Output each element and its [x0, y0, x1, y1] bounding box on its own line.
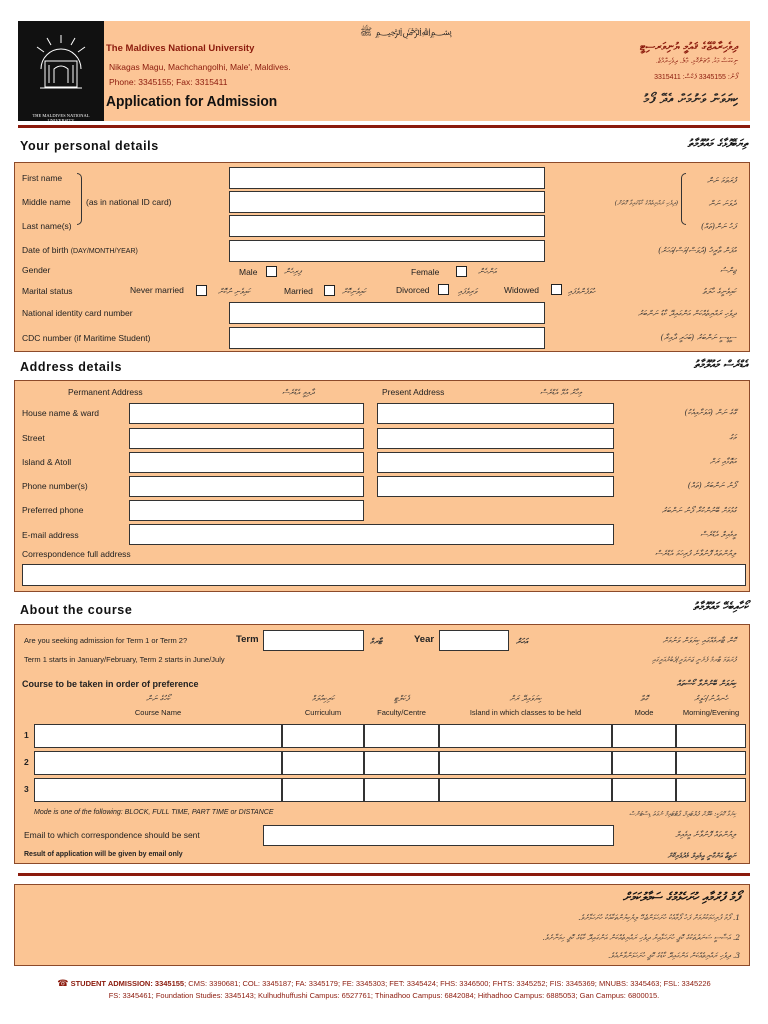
notes-item-3: 3. ދިވެހި ރައްޔިތެއްކަން އަންގައިދޭ ކާޑުގެ ކޮޕީ ހުށަހަޅަންވާނެއެވެ.	[608, 951, 740, 960]
last-name-label: Last name(s)	[22, 221, 72, 231]
course-row-3	[34, 778, 746, 802]
course-row-1	[34, 724, 746, 748]
permanent-phone-input[interactable]	[129, 476, 364, 497]
island-label: Island & Atoll	[22, 457, 72, 467]
male-checkbox[interactable]	[266, 266, 277, 277]
email-label: E-mail address	[22, 530, 79, 540]
first-name-input[interactable]	[229, 167, 545, 189]
col-curriculum: Curriculum	[304, 708, 342, 717]
present-address-label: Present Address	[382, 387, 445, 397]
name-brace-dv	[681, 173, 686, 225]
faculty-input[interactable]	[364, 778, 439, 802]
island-input[interactable]	[439, 724, 612, 748]
preference-heading-dv: ކިޔަވަން ބޭނުންވާ ކޯސްތައް	[676, 678, 736, 688]
first-name-label: First name	[22, 173, 63, 183]
term-label-dv: ޓާރމް	[370, 636, 382, 646]
preferred-phone-input[interactable]	[129, 500, 364, 521]
row-number-1: 1	[24, 730, 29, 740]
university-name-dv: ދިވެހިރާއްޖޭގެ ޤައުމީ ޔުނިވަރސިޓީ	[639, 40, 738, 53]
university-logo	[18, 21, 104, 121]
notes-item-2: 2. އަސާސީ ސަނަދުތަކުގެ ކޮޕީ ހުށަހަޅާއިރު ދިވެހި ރައްޔިތެއްކަން އަންގައިދޭ ކާޑުގެ ކޮޕީ ހިމަނާށެވެ.	[542, 933, 740, 942]
nid-label-dv: ދިވެހި ރައްޔިތެއްކަން އަންގައިދޭ ކާޑު ނަންބަރު	[638, 309, 736, 318]
address-heading-dv: އެޑްރެސް މައުލޫމާތު	[693, 358, 748, 371]
never-married-dv: ކައިވެނި ނުކޮށް	[218, 287, 251, 296]
term-note-dv: ފުރަތަމަ ޓާރމް ފެށެނީ ޖަނަވަރީ/ފެބުރުއަރީގައި	[652, 656, 736, 664]
widowed-dv: ހުވަފެންވެފައި	[568, 287, 595, 296]
married-checkbox[interactable]	[324, 285, 335, 296]
first-name-label-dv: ފުރަތަމަ ނަން	[706, 176, 736, 185]
present-house-input[interactable]	[377, 403, 614, 424]
form-title: Application for Admission	[106, 93, 278, 110]
col-mode: Mode	[634, 708, 654, 717]
logo-caption: THE MALDIVES NATIONAL UNIVERSITY	[32, 113, 90, 123]
morning-evening-input[interactable]	[676, 778, 746, 802]
street-label: Street	[22, 433, 45, 443]
mode-input[interactable]	[612, 751, 676, 775]
email-corr-input[interactable]	[263, 825, 614, 846]
morning-evening-input[interactable]	[676, 751, 746, 775]
university-phone-dv: ފޯނު: 3345155 ފެކްސް: 3315411	[654, 74, 738, 81]
email-corr-label: Email to which correspondence should be sent	[24, 830, 200, 840]
correspondence-label-dv: ލިޔުންތައް ފޮނުވާނެ ފުރިހަމަ އެޑްރެސް	[655, 549, 736, 558]
married-label: Married	[284, 286, 313, 296]
term-question: Are you seeking admission for Term 1 or Term 2?	[24, 636, 188, 645]
university-name: The Maldives National University	[106, 43, 255, 54]
cdc-label: CDC number (if Maritime Student)	[22, 333, 151, 343]
email-label-dv: އީމެއިލް އެޑްރެސް	[700, 530, 736, 539]
col-morning-dv: ހެނދުނު/ހަވީރު	[694, 694, 728, 703]
col-island-dv: ކިޔަވައިދޭ ރަށް	[509, 694, 542, 703]
widowed-label: Widowed	[504, 285, 539, 295]
row-number-2: 2	[24, 757, 29, 767]
footer-line-2: FS: 3345461; Foundation Studies: 3345143; Kulhudhuffushi Campus: 6527761; Thinadhoo Campus: 6842084; Hithadhoo Campus: 6885053; Gan Campus: 6800015.	[108, 991, 660, 1000]
street-label-dv: މަގު	[729, 433, 736, 442]
col-course-dv: ކޯހުގެ ނަން	[145, 694, 171, 703]
university-phone: Phone: 3345155; Fax: 3315411	[109, 77, 228, 87]
email-input[interactable]	[129, 524, 614, 545]
correspondence-label: Correspondence full address	[22, 549, 131, 559]
dob-format: (DAY/MONTH/YEAR)	[70, 248, 138, 255]
year-label: Year	[414, 634, 435, 645]
col-mode-dv: ގޮތް	[640, 694, 648, 703]
personal-heading-dv: ތިޔަބޭފުޅާގެ މައުލޫމާތު	[687, 137, 748, 150]
last-name-input[interactable]	[229, 215, 545, 237]
personal-heading: Your personal details	[20, 139, 159, 153]
divorced-checkbox[interactable]	[438, 284, 449, 295]
cdc-input[interactable]	[229, 327, 545, 349]
course-table-header	[34, 694, 746, 720]
mode-input[interactable]	[612, 778, 676, 802]
marital-label-dv: ކައިވެނީގެ ހާލަތު	[702, 287, 736, 296]
term-input[interactable]	[263, 630, 364, 651]
curriculum-input[interactable]	[282, 751, 364, 775]
mode-note-dv: ކިޔަވާ ގޮތަކީ: ބްލޮކް، ފުލްޓައިމް، ޕާޓްޓައިމް ނުވަތަ ޑިސްޓަންސް	[629, 810, 736, 818]
divorced-dv: ވަރިވެފައި	[458, 287, 477, 296]
house-label: House name & ward	[22, 408, 100, 418]
dob-input[interactable]	[229, 240, 545, 262]
permanent-address-label: Permanent Address	[68, 387, 143, 397]
notes-item-1: 1. ފޯމު ފުރިހަމަކުރުމަށް ފަހު ފޯމާއެކު ހުށަހަޅަންޖެހޭ ލިޔެކިޔުންތަކާއެކު ހުށަހަޅާށެވެ.	[578, 913, 740, 922]
col-curriculum-dv: ކަރިކިއުލަމް	[311, 694, 335, 703]
term-label: Term	[236, 634, 259, 645]
address-heading: Address details	[20, 360, 123, 374]
course-name-input[interactable]	[34, 751, 282, 775]
phone-label: Phone number(s)	[22, 481, 88, 491]
female-label-dv: އަންހެން	[478, 267, 497, 276]
present-street-input[interactable]	[377, 428, 614, 449]
year-input[interactable]	[439, 630, 509, 651]
form-title-dv: ކިޔަވަން ވަނުމަށް އެދޭ ފޯމު	[643, 92, 738, 107]
footer-contacts: ; CMS: 3390681; COL: 3345187; FA: 3345179; FE: 3345303; FET: 3345424; FHS: 3346500; FHTS: 3345252; FIS: 3345369; MNUBS: 3345463; FSL: 3345226	[184, 979, 711, 988]
row-number-3: 3	[24, 784, 29, 794]
middle-name-input[interactable]	[229, 191, 545, 213]
col-island: Island in which classes to be held	[469, 708, 582, 717]
email-corr-label-dv: ލިޔުންތައް ފޮނުވާނެ އީމެއިލް	[675, 830, 736, 839]
university-address-dv: ނިކަގަސް މަގު، މާޗަންގޮޅި، މާލެ، ދިވެހިރާއްޖެ.	[655, 58, 738, 65]
male-label: Male	[239, 267, 258, 277]
university-address: Nikagas Magu, Machchangolhi, Male', Maldives.	[109, 62, 291, 72]
term-question-dv: ކޮން ޓާރމެއްގައި ކިޔަވަން ވަނުމަށް	[662, 636, 736, 645]
marital-label: Marital status	[22, 286, 73, 296]
curriculum-input[interactable]	[282, 778, 364, 802]
result-note: Result of application will be given by email only	[24, 851, 183, 858]
dob-label-text: Date of birth	[22, 245, 69, 255]
student-admission: STUDENT ADMISSION: 3345155	[70, 979, 185, 988]
bismillah: ﷺ ﷽	[360, 27, 453, 38]
never-married-label: Never married	[130, 285, 184, 295]
last-name-label-dv: ފަހު ނަން(ތައް)	[701, 222, 736, 231]
course-rule	[18, 873, 750, 876]
widowed-checkbox[interactable]	[551, 284, 562, 295]
header-rule	[18, 125, 750, 128]
as-in-id-note-dv: (ދިވެހި ރައްޔިތެއްގެ ކާޑުގައިވާ ގޮތަށް)	[614, 199, 678, 207]
gender-label-dv: ޖިންސު	[720, 266, 736, 275]
middle-name-label-dv: ދެވަނަ ނަން	[708, 199, 736, 208]
col-faculty-dv: ފެކަލްޓީ	[393, 694, 410, 703]
morning-evening-input[interactable]	[676, 724, 746, 748]
divorced-label: Divorced	[396, 285, 430, 295]
island-label-dv: އަތޮޅާއި ރަށް	[709, 457, 736, 466]
result-note-dv: ނަތީޖާ އަންގާނީ އީމެއިލް މެދުވެރިކޮށް	[667, 851, 736, 860]
female-label: Female	[411, 267, 440, 277]
faculty-input[interactable]	[364, 724, 439, 748]
mode-input[interactable]	[612, 724, 676, 748]
permanent-island-input[interactable]	[129, 452, 364, 473]
island-input[interactable]	[439, 778, 612, 802]
nid-input[interactable]	[229, 302, 545, 324]
permanent-address-dv: ދާއިމީ އެޑްރެސް	[282, 388, 315, 397]
term-note: Term 1 starts in January/February, Term 2 starts in June/July	[24, 655, 225, 664]
house-label-dv: ގޭގެ ނަން (އަވަށާއިއެކު)	[684, 408, 736, 417]
phone-label-dv: ފޯނު ނަންބަރު (ތައް)	[687, 481, 736, 490]
married-dv: ކައިވެނިކޮށް	[342, 287, 366, 296]
as-in-id-note: (as in national ID card)	[86, 197, 172, 207]
phone-icon: ☎	[57, 978, 69, 988]
middle-name-label: Middle name	[22, 197, 71, 207]
footer-line-1	[0, 978, 768, 989]
gender-label: Gender	[22, 265, 51, 275]
permanent-street-input[interactable]	[129, 428, 364, 449]
permanent-house-input[interactable]	[129, 403, 364, 424]
male-label-dv: ފިރިހެން	[284, 267, 302, 276]
notes-heading: ފޯމު ފުރުމާއި ހުށަހެޅުމުގެ ސަމާލުކަމަށް	[622, 890, 740, 904]
curriculum-input[interactable]	[282, 724, 364, 748]
never-married-checkbox[interactable]	[196, 285, 207, 296]
nid-label: National identity card number	[22, 308, 133, 318]
cdc-label-dv: ސީޑީސީ ނަންބަރު (ބަހަރީ ދާއިރާ)	[660, 333, 736, 342]
col-morning: Morning/Evening	[682, 708, 740, 717]
name-brace	[77, 173, 82, 225]
dob-label	[22, 245, 138, 255]
present-address-dv: މިހާރު އުޅޭ އެޑްރެސް	[540, 388, 582, 397]
preference-heading: Course to be taken in order of preference	[22, 679, 199, 689]
mode-note: Mode is one of the following: BLOCK, FULL TIME, PART TIME or DISTANCE	[34, 809, 274, 816]
col-course: Course Name	[134, 708, 182, 717]
preferred-phone-dv: ގުޅުމަށް ބޭނުންކުރާ ފޯނު ނަންބަރު	[661, 506, 736, 515]
course-heading-dv: ކޯހާއިބެހޭ މައުލޫމާތު	[693, 600, 748, 613]
dob-label-dv: އުފަން ތާރީޚު (ދުވަސް/މަސް/އަހަރު)	[658, 246, 736, 255]
correspondence-input[interactable]	[22, 564, 746, 586]
island-input[interactable]	[439, 751, 612, 775]
year-label-dv: އަހަރު	[516, 636, 528, 646]
course-name-input[interactable]	[34, 778, 282, 802]
course-name-input[interactable]	[34, 724, 282, 748]
faculty-input[interactable]	[364, 751, 439, 775]
present-phone-input[interactable]	[377, 476, 614, 497]
present-island-input[interactable]	[377, 452, 614, 473]
logo-emblem-icon	[18, 21, 104, 121]
course-row-2	[34, 751, 746, 775]
preferred-phone-label: Preferred phone	[22, 505, 84, 515]
course-heading: About the course	[20, 603, 133, 617]
female-checkbox[interactable]	[456, 266, 467, 277]
col-faculty: Faculty/Centre	[377, 708, 426, 717]
